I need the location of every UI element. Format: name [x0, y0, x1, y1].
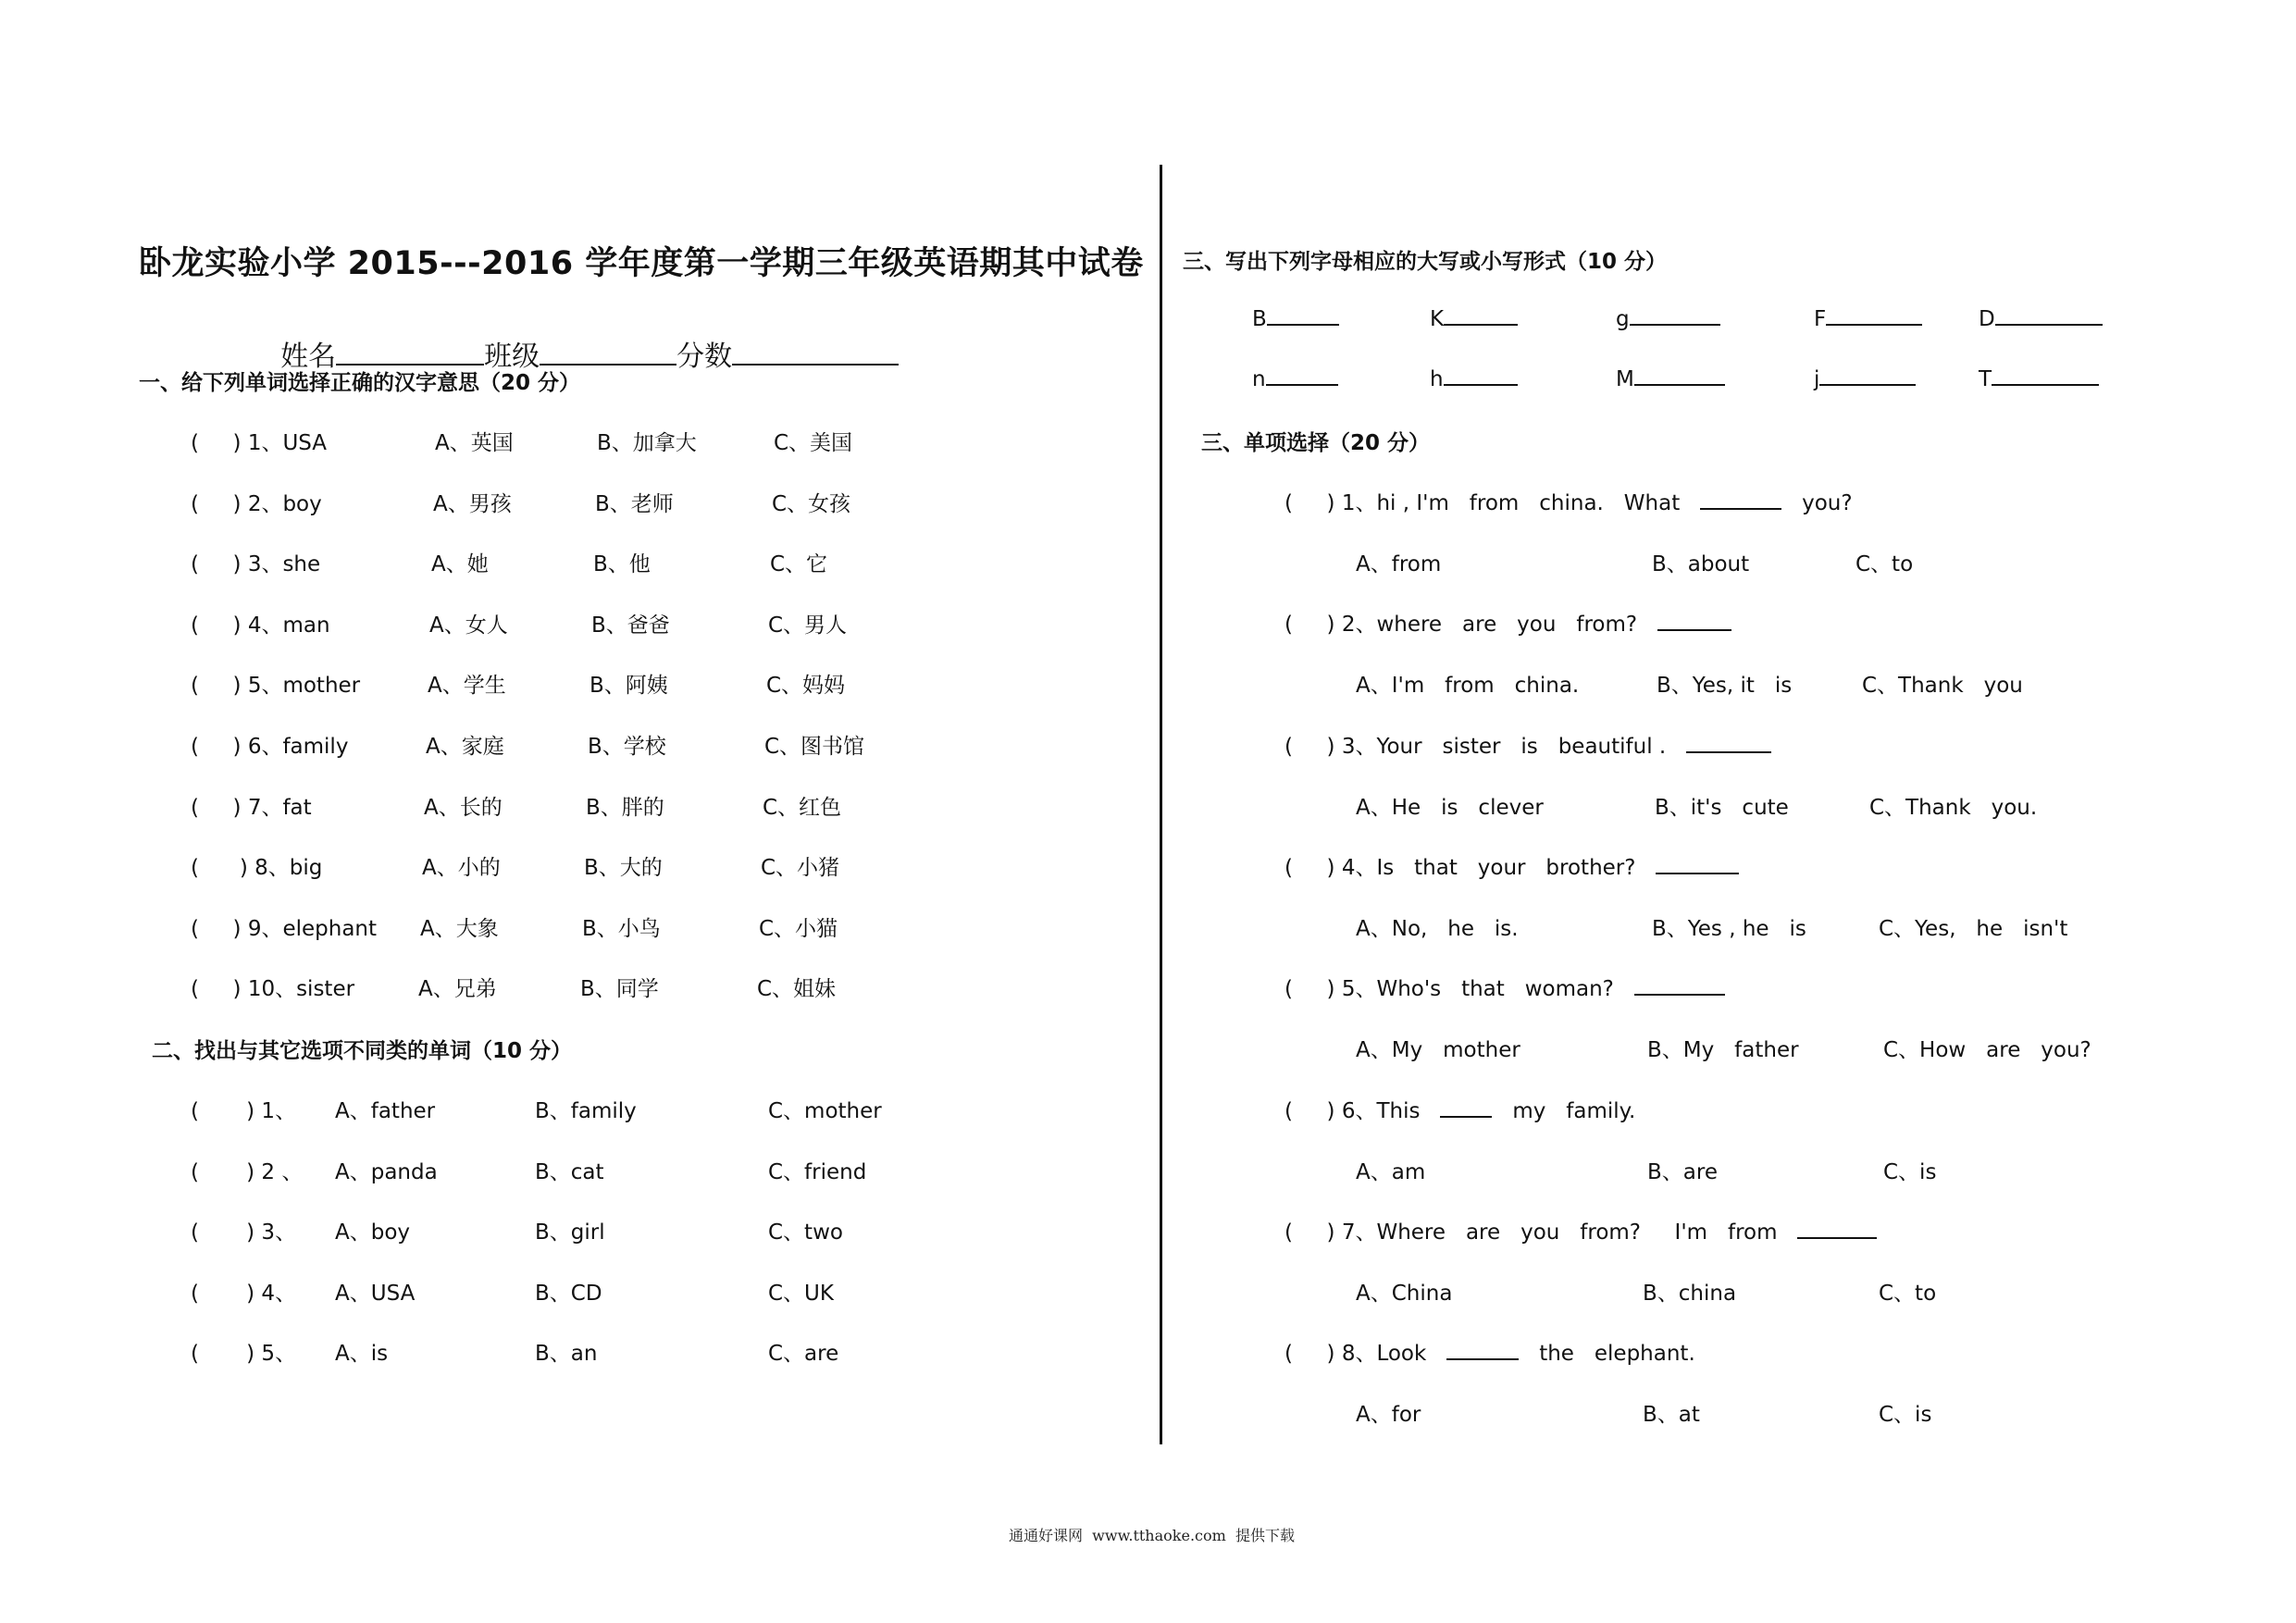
question-stem: ( ) 6、This: [1285, 1099, 1421, 1123]
answer-blank[interactable]: [1686, 733, 1771, 753]
letter: D: [1979, 307, 1995, 331]
option-a[interactable]: A、家庭: [426, 735, 504, 759]
option-c[interactable]: C、two: [768, 1220, 843, 1245]
option-c[interactable]: C、are: [768, 1342, 839, 1366]
option-a[interactable]: A、father: [335, 1099, 436, 1123]
question-line: [1285, 1094, 1635, 1124]
option-c[interactable]: C、mother: [768, 1099, 882, 1123]
answer-blank[interactable]: [1992, 365, 2099, 386]
option-a[interactable]: A、panda: [335, 1160, 438, 1184]
question-tail: the elephant.: [1539, 1342, 1695, 1366]
option-b[interactable]: B、My father: [1647, 1038, 1799, 1062]
letter-item: [1252, 305, 1339, 331]
name-label: 姓名: [280, 341, 337, 373]
option-c[interactable]: C、Yes, he isn't: [1879, 917, 2068, 941]
answer-blank[interactable]: [1266, 365, 1338, 386]
letter-item: [1430, 305, 1518, 331]
question-stem: ( ) 5、mother: [191, 674, 361, 698]
question-line: [1285, 607, 1752, 638]
answer-blank[interactable]: [1819, 365, 1916, 386]
letter: g: [1616, 307, 1630, 331]
question-line: [1285, 972, 1745, 1002]
answer-blank[interactable]: [1446, 1340, 1519, 1360]
letter: B: [1252, 307, 1267, 331]
option-b[interactable]: B、about: [1652, 552, 1750, 576]
answer-blank[interactable]: [1267, 305, 1339, 326]
question-line: [1285, 1215, 1897, 1245]
part1-heading: 一、给下列单词选择正确的汉字意思（20 分）: [139, 371, 581, 395]
option-a[interactable]: A、for: [1356, 1403, 1421, 1427]
question-stem: ( ) 3、Your sister is beautiful .: [1285, 735, 1667, 759]
letter-item: [1814, 305, 1922, 331]
letter: K: [1430, 307, 1445, 331]
option-b[interactable]: B、他: [593, 552, 651, 576]
option-c[interactable]: C、它: [770, 552, 828, 576]
answer-blank[interactable]: [1630, 305, 1720, 326]
option-b[interactable]: B、girl: [535, 1220, 605, 1245]
option-b[interactable]: B、CD: [535, 1282, 602, 1306]
answer-blank[interactable]: [1634, 365, 1725, 386]
option-a[interactable]: A、男孩: [433, 492, 512, 516]
option-a[interactable]: A、她: [431, 552, 489, 576]
letter-item: [1430, 365, 1518, 391]
question-stem: ( ) 2、boy: [191, 492, 322, 516]
letter: n: [1252, 367, 1266, 391]
option-a[interactable]: A、女人: [429, 613, 508, 638]
question-stem: ( ) 1、: [191, 1099, 297, 1123]
option-c[interactable]: C、friend: [768, 1160, 867, 1184]
question-stem: ( ) 4、man: [191, 613, 330, 638]
option-b[interactable]: B、爸爸: [591, 613, 670, 638]
option-a[interactable]: A、学生: [428, 674, 506, 698]
option-a[interactable]: A、is: [335, 1342, 389, 1366]
column-divider: [1160, 165, 1162, 1444]
question-line: [1285, 486, 1853, 516]
answer-blank[interactable]: [1995, 305, 2103, 326]
option-c[interactable]: C、美国: [774, 431, 853, 455]
letter: M: [1616, 367, 1634, 391]
option-c[interactable]: C、女孩: [772, 492, 851, 516]
class-blank[interactable]: [540, 338, 676, 365]
question-stem: ( ) 5、Who's that woman?: [1285, 977, 1614, 1001]
question-stem: ( ) 5、: [191, 1342, 297, 1366]
option-a[interactable]: A、USA: [335, 1282, 416, 1306]
option-b[interactable]: B、阿姨: [590, 674, 668, 698]
option-c[interactable]: C、妈妈: [766, 674, 846, 698]
answer-blank[interactable]: [1826, 305, 1922, 326]
letter-item: [1252, 365, 1338, 391]
student-info-line: [263, 301, 899, 374]
question-stem: ( ) 3、: [191, 1220, 297, 1245]
option-c[interactable]: C、How are you?: [1883, 1038, 2091, 1062]
option-b[interactable]: B、are: [1647, 1160, 1718, 1184]
question-line: [1285, 729, 1792, 760]
answer-blank[interactable]: [1444, 305, 1518, 326]
answer-blank[interactable]: [1634, 975, 1725, 996]
question-stem: ( ) 2、where are you from?: [1285, 613, 1638, 637]
answer-blank[interactable]: [1700, 489, 1781, 510]
option-c[interactable]: C、图书馆: [764, 735, 865, 759]
part4-heading: 三、单项选择（20 分）: [1201, 431, 1431, 455]
question-stem: ( ) 7、fat: [191, 796, 312, 820]
option-a[interactable]: A、am: [1356, 1160, 1426, 1184]
option-a[interactable]: A、My mother: [1356, 1038, 1520, 1062]
footer-source: 通通好课网 www.tthaoke.com 提供下载: [1009, 1527, 1295, 1544]
option-b[interactable]: B、胖的: [586, 796, 664, 820]
answer-blank[interactable]: [1657, 611, 1731, 631]
option-b[interactable]: B、Yes, it is: [1657, 674, 1793, 698]
question-stem: ( ) 10、sister: [191, 977, 355, 1001]
option-c[interactable]: C、Thank you: [1862, 674, 2023, 698]
score-blank[interactable]: [732, 338, 899, 365]
question-stem: ( ) 9、elephant: [191, 917, 378, 941]
letter: j: [1814, 367, 1820, 391]
option-a[interactable]: A、He is clever: [1356, 796, 1544, 820]
exam-title: 卧龙实验小学 2015---2016 学年度第一学期三年级英语期其中试卷: [139, 245, 1144, 282]
question-stem: ( ) 1、USA: [191, 431, 328, 455]
question-stem: ( ) 6、family: [191, 735, 349, 759]
question-stem: ( ) 3、she: [191, 552, 321, 576]
letter-item: [1616, 305, 1720, 331]
option-c[interactable]: C、小猫: [759, 917, 838, 941]
option-a[interactable]: A、英国: [435, 431, 514, 455]
option-b[interactable]: B、an: [535, 1342, 598, 1366]
question-tail: you?: [1802, 491, 1853, 515]
answer-blank[interactable]: [1444, 365, 1518, 386]
option-a[interactable]: A、大象: [420, 917, 499, 941]
option-c[interactable]: C、小猪: [761, 856, 840, 880]
option-c[interactable]: C、to: [1879, 1282, 1937, 1306]
option-b[interactable]: B、it's cute: [1655, 796, 1789, 820]
question-tail: my family.: [1512, 1099, 1636, 1123]
letter-item: [1979, 365, 2099, 391]
question-stem: ( ) 8、Look: [1285, 1342, 1427, 1366]
option-b[interactable]: B、老师: [595, 492, 674, 516]
option-a[interactable]: A、小的: [422, 856, 501, 880]
option-b[interactable]: B、cat: [535, 1160, 604, 1184]
option-a[interactable]: A、boy: [335, 1220, 411, 1245]
letter-item: [1616, 365, 1725, 391]
option-c[interactable]: C、is: [1879, 1403, 1932, 1427]
answer-blank[interactable]: [1797, 1219, 1877, 1239]
question-stem: ( ) 8、big: [191, 856, 323, 880]
letter-item: [1979, 305, 2103, 331]
option-b[interactable]: B、加拿大: [597, 431, 697, 455]
option-b[interactable]: B、大的: [584, 856, 663, 880]
question-stem: ( ) 1、hi , I'm from china. What: [1285, 491, 1681, 515]
option-a[interactable]: A、I'm from china.: [1356, 674, 1580, 698]
letter: T: [1979, 367, 1992, 391]
answer-blank[interactable]: [1656, 854, 1739, 874]
option-b[interactable]: B、china: [1643, 1282, 1737, 1306]
question-line: [1285, 1336, 1695, 1367]
question-stem: ( ) 4、: [191, 1282, 297, 1306]
option-a[interactable]: A、长的: [424, 796, 503, 820]
option-b[interactable]: B、同学: [580, 977, 659, 1001]
option-a[interactable]: A、from: [1356, 552, 1442, 576]
letter: h: [1430, 367, 1444, 391]
score-label: 分数: [676, 341, 733, 373]
class-label: 班级: [484, 341, 540, 373]
option-c[interactable]: C、红色: [763, 796, 842, 820]
option-a[interactable]: A、China: [1356, 1282, 1453, 1306]
name-blank[interactable]: [336, 338, 484, 365]
option-c[interactable]: C、Thank you.: [1869, 796, 2038, 820]
part2-heading: 二、找出与其它选项不同类的单词（10 分）: [152, 1039, 573, 1063]
question-stem: ( ) 7、Where are you from? I'm from: [1285, 1220, 1778, 1245]
part3-heading: 三、写出下列字母相应的大写或小写形式（10 分）: [1183, 250, 1668, 274]
option-b[interactable]: B、at: [1643, 1403, 1700, 1427]
answer-blank[interactable]: [1440, 1097, 1492, 1118]
option-c[interactable]: C、is: [1883, 1160, 1937, 1184]
option-b[interactable]: B、Yes , he is: [1652, 917, 1806, 941]
option-b[interactable]: B、family: [535, 1099, 637, 1123]
question-line: [1285, 850, 1759, 881]
option-c[interactable]: C、to: [1855, 552, 1914, 576]
option-b[interactable]: B、小鸟: [582, 917, 661, 941]
question-stem: ( ) 4、Is that your brother?: [1285, 856, 1636, 880]
option-c[interactable]: C、男人: [768, 613, 848, 638]
option-a[interactable]: A、兄弟: [418, 977, 497, 1001]
option-a[interactable]: A、No, he is.: [1356, 917, 1519, 941]
letter: F: [1814, 307, 1827, 331]
letter-item: [1814, 365, 1916, 391]
question-stem: ( ) 2 、: [191, 1160, 304, 1184]
option-c[interactable]: C、姐妹: [757, 977, 837, 1001]
option-b[interactable]: B、学校: [588, 735, 666, 759]
option-c[interactable]: C、UK: [768, 1282, 834, 1306]
